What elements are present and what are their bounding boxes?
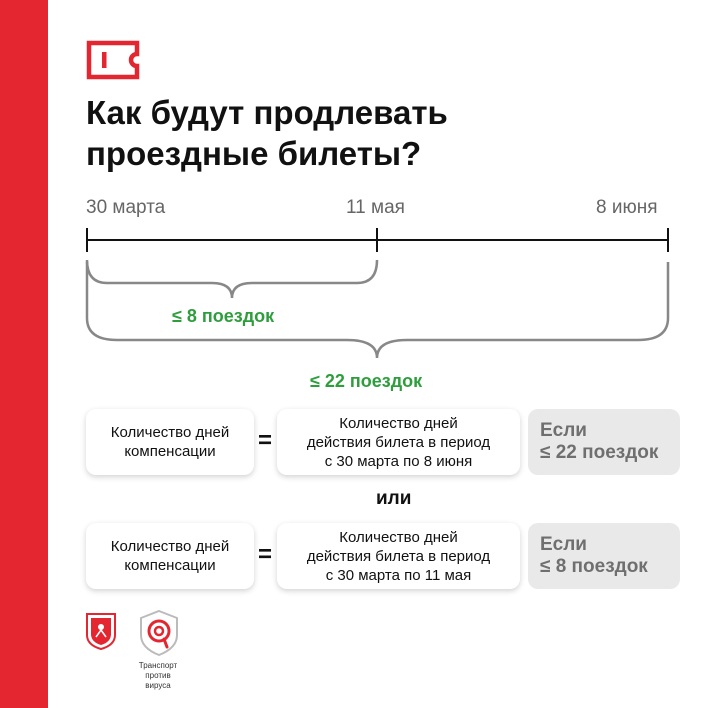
rides-short-label: ≤ 8 поездок [172,306,275,326]
brace-short [87,260,377,298]
footer-caption-line-2: против вируса [145,671,171,690]
formula1-left-box [86,409,254,475]
formula1-condition-box [528,409,680,475]
transport-shield-icon [138,609,180,657]
formula1-right-line-3: с 30 марта по 8 июня [324,452,473,470]
formula1-right-line-1: Количество дней [339,414,458,432]
rides-long-label: ≤ 22 поездок [310,371,423,391]
formula1-right-box [277,409,520,475]
formula2-right-line-1: Количество дней [339,528,458,546]
timeline-end-label: 8 июня [596,197,658,218]
formula2-left-line-1: Количество дней [110,538,230,555]
or-separator: или [376,488,412,509]
formula2-right-line-2: действия билета в период [306,547,491,565]
transport-against-virus-caption [133,661,183,691]
formula1-condition-line-2: ≤ 22 поездок [540,442,659,463]
formula2-condition-line-2: ≤ 8 поездок [540,556,648,577]
formula2-right-line-3: с 30 марта по 11 мая [325,566,472,584]
footer-caption-line-1: Транспорт [138,661,178,670]
title-line-2: проездные билеты? [86,135,422,172]
timeline-middle-label: 11 мая [346,197,405,218]
formula1-condition-line-1: Если [540,420,587,441]
moscow-coat-of-arms-icon [84,611,118,651]
formula2-left-line-2: компенсации [124,557,216,574]
timeline-start-label: 30 марта [86,197,166,218]
formula2-left-box [86,523,254,589]
formula2-condition-line-1: Если [540,534,587,555]
formula2-right-box [277,523,520,589]
formula2-condition-box [528,523,680,589]
formula1-equals: = [258,427,273,454]
formula2-equals: = [258,541,273,568]
formula1-left-line-1: Количество дней [110,424,230,441]
formula1-left-line-2: компенсации [124,443,216,460]
formula1-right-line-2: действия билета в период [306,433,491,451]
title-line-1: Как будут продлевать [86,94,448,131]
